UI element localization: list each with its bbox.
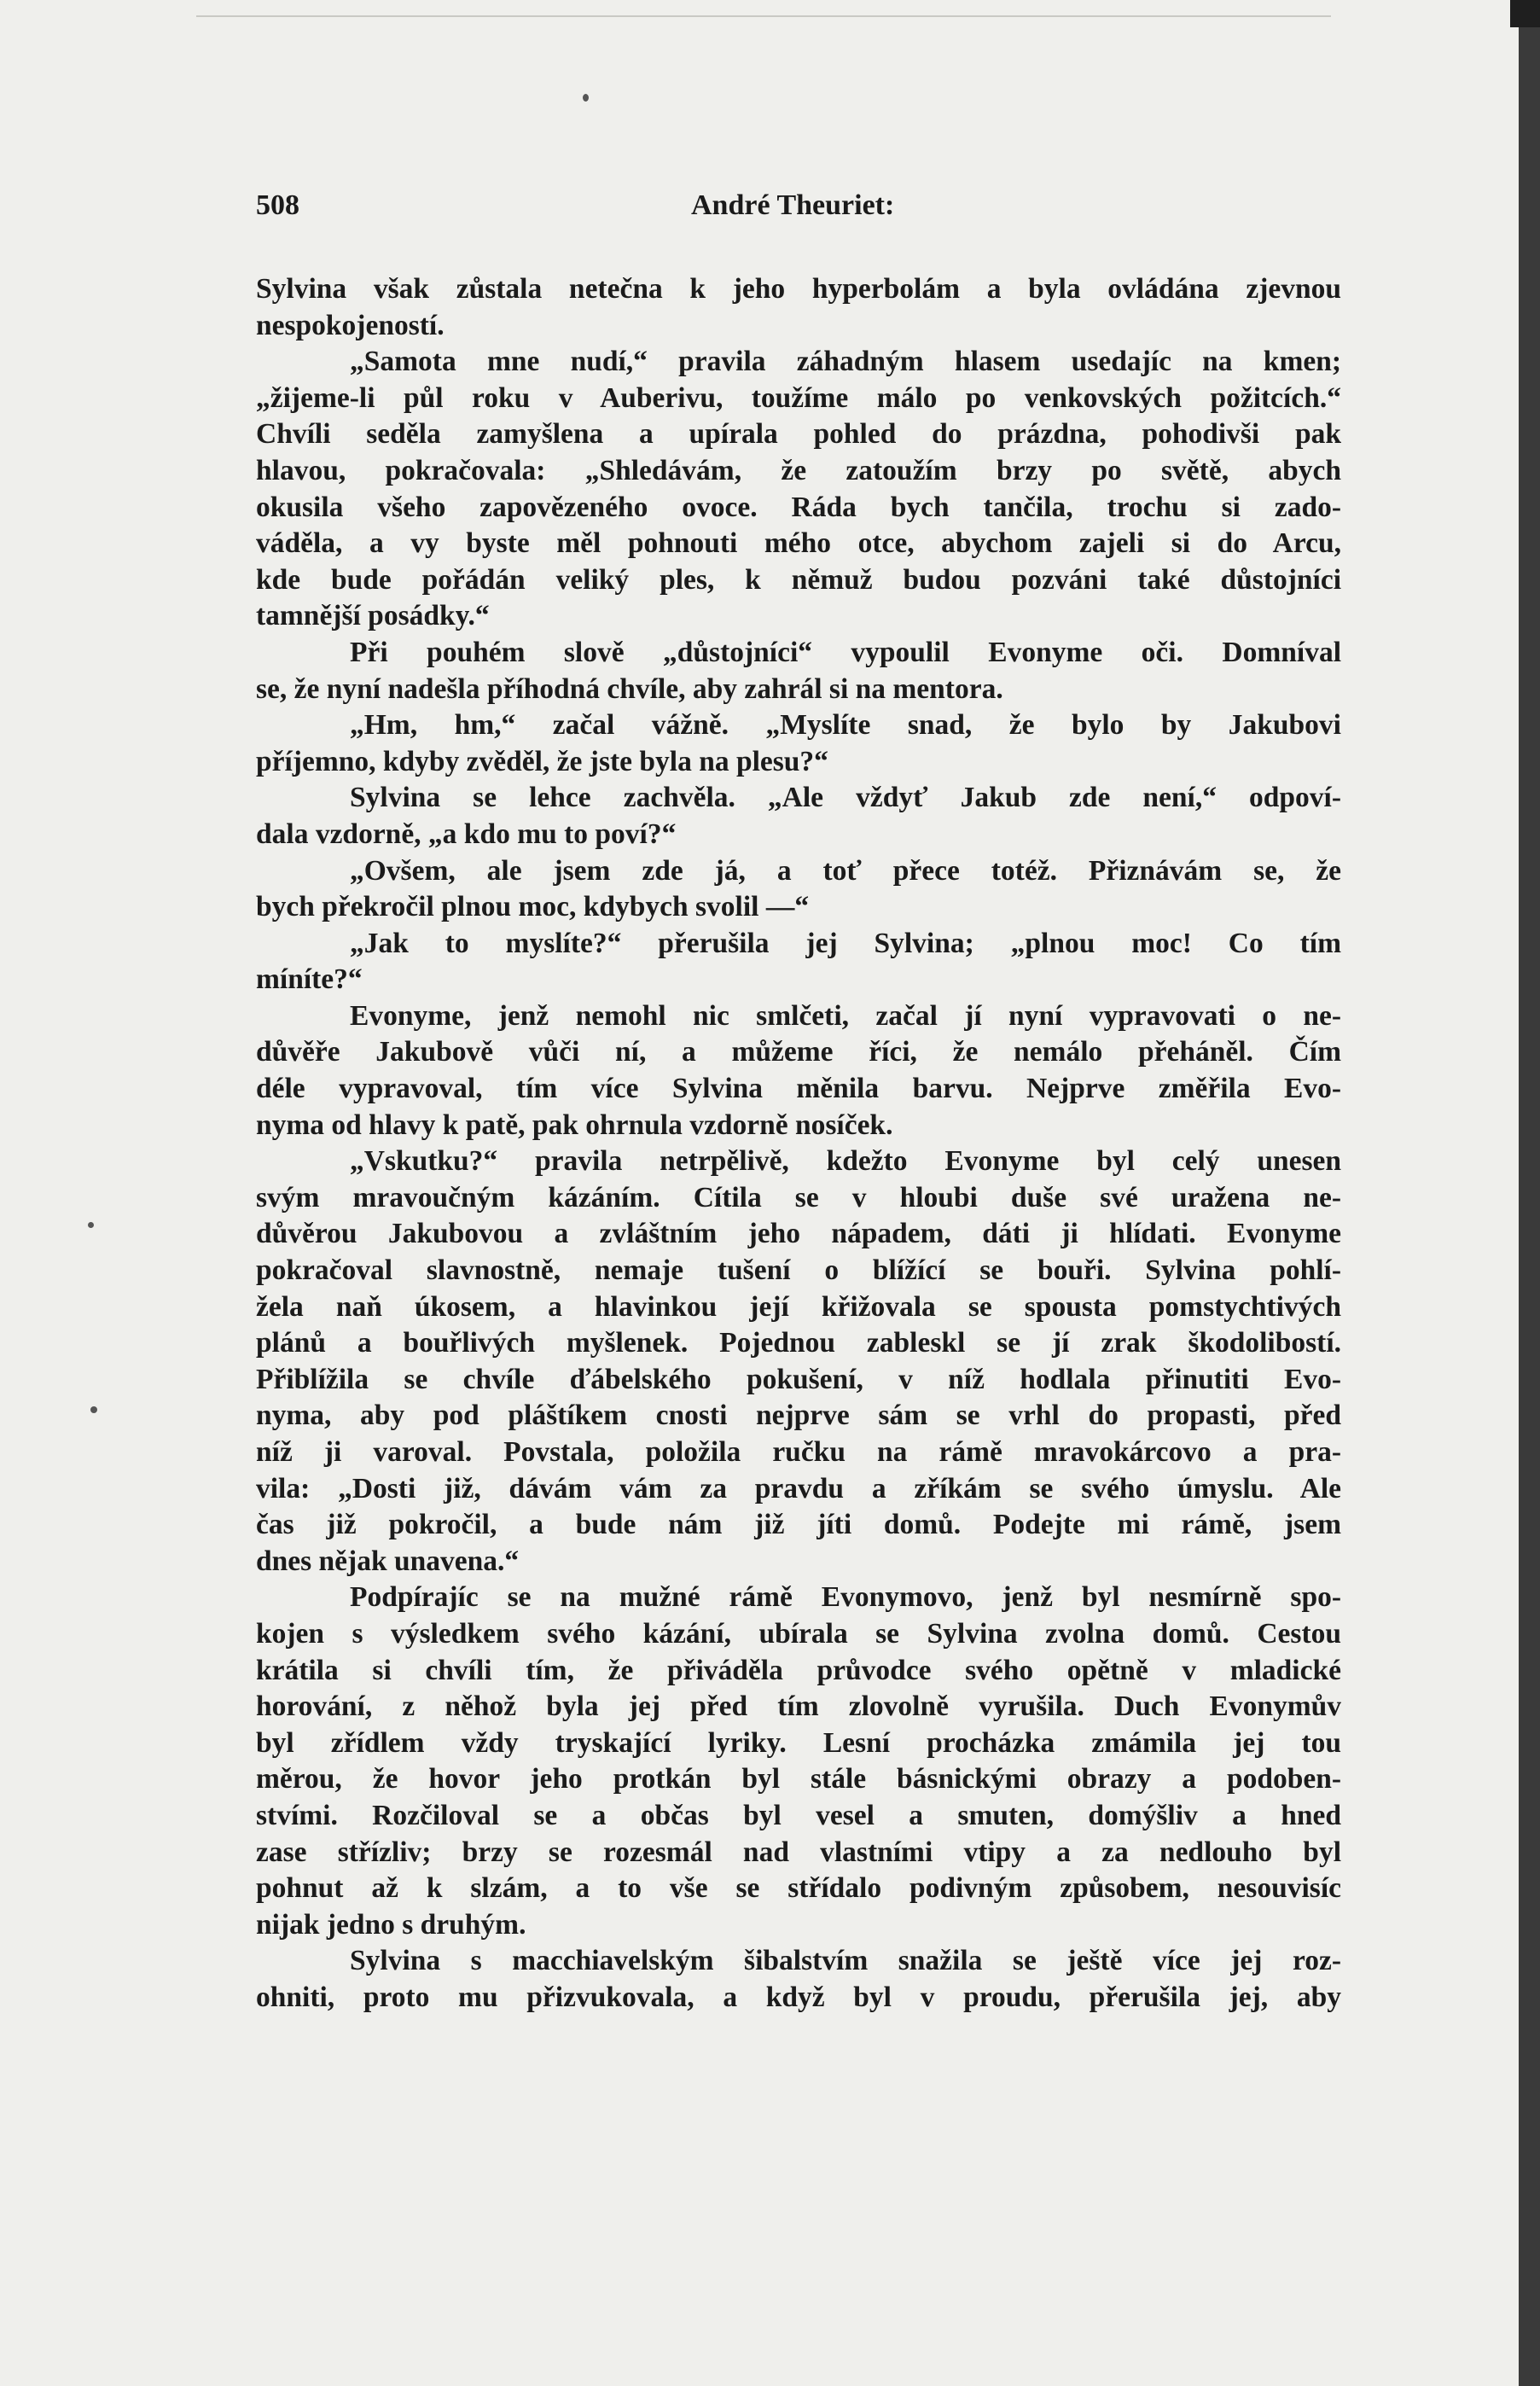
body-text [256,271,1341,2016]
text-line: déle vypravoval, tím více Sylvina měnila barvu. Nejprve změřila Evo- [256,1073,1341,1105]
text-line: Sylvina s macchiavelským šibalstvím snažila se ještě více jej roz- [350,1945,1341,1977]
text-line: dnes nějak unavena.“ [256,1545,520,1577]
page-header [256,189,1341,232]
text-line: „Vskutku?“ pravila netrpělivě, kdežto Evonyme byl celý unesen [350,1145,1341,1178]
text-line: čas již pokročil, a bude nám již jíti domů. Podejte mi rámě, jsem [256,1509,1341,1541]
text-line: důvěrou Jakubovou a zvláštním jeho nápadem, dáti ji hlídati. Evonyme [256,1218,1341,1250]
text-line: zase střízliv; brzy se rozesmál nad vlastními vtipy a za nedlouho byl [256,1836,1341,1868]
scan-corner [1510,0,1540,27]
text-line: tamnější posádky.“ [256,600,490,632]
text-line: Sylvina se lehce zachvěla. „Ale vždyť Jakub zde není,“ odpoví- [350,782,1341,814]
text-line: Sylvina však zůstala netečna k jeho hyperbolám a byla ovládána zjevnou [256,273,1341,305]
text-line: míníte?“ [256,963,363,996]
text-line: nijak jedno s druhým. [256,1908,526,1941]
text-line: „Hm, hm,“ začal vážně. „Myslíte snad, že bylo by Jakubovi [350,709,1341,742]
text-line: nespokojeností. [256,309,445,341]
text-line: níž ji varoval. Povstala, položila ručku na rámě mravokárcovo a pra- [256,1436,1341,1468]
text-line: pokračoval slavnostně, nemaje tušení o blížící se bouři. Sylvina pohlí- [256,1254,1341,1287]
page-number: 508 [256,189,299,221]
text-line: důvěře Jakubově vůči ní, a můžeme říci, že nemálo přeháněl. Čím [256,1036,1341,1068]
text-line: kojen s výsledkem svého kázání, ubírala se Sylvina zvolna domů. Cestou [256,1617,1341,1650]
text-line: stvími. Rozčiloval se a občas byl vesel a smuten, domýšliv a hned [256,1799,1341,1831]
text-line: pohnut až k slzám, a to vše se střídalo podivným způsobem, nesouvisíc [256,1872,1341,1905]
text-line: váděla, a vy byste měl pohnouti mého otce, abychom zajeli si do Arcu, [256,527,1341,560]
text-line: hlavou, pokračovala: „Shledávám, že zatoužím brzy po světě, abych [256,454,1341,486]
text-line: Přiblížila se chvíle ďábelského pokušení, v níž hodlala přinutiti Evo- [256,1363,1341,1395]
text-line: nyma od hlavy k patě, pak ohrnula vzdorně nosíček. [256,1109,893,1141]
text-line: měrou, že hovor jeho protkán byl stále básnickými obrazy a podoben- [256,1763,1341,1795]
text-line: „Samota mne nudí,“ pravila záhadným hlasem usedajíc na kmen; [350,346,1341,378]
scan-speck [583,94,589,102]
text-line: Podpírajíc se na mužné rámě Evonymovo, jenž byl nesmírně spo- [350,1581,1341,1614]
text-line: se, že nyní nadešla příhodná chvíle, aby zahrál si na mentora. [256,672,1003,705]
scan-speck [90,1406,97,1413]
text-line: plánů a bouřlivých myšlenek. Pojednou zableskl se jí zrak škodolibostí. [256,1327,1341,1359]
text-line: „žijeme-li půl roku v Auberivu, toužíme málo po venkovských požitcích.“ [256,381,1341,414]
text-line: nyma, aby pod pláštíkem cnosti nejprve sám se vrhl do propasti, před [256,1400,1341,1432]
text-line: bych překročil plnou moc, kdybych svolil —“ [256,891,810,923]
text-line: horování, z něhož byla jej před tím zlovolně vyrušila. Duch Evonymův [256,1691,1341,1723]
text-line: krátila si chvíli tím, že přiváděla průvodce svého opětně v mladické [256,1654,1341,1686]
text-line: okusila všeho zapovězeného ovoce. Ráda bych tančila, trochu si zado- [256,491,1341,523]
text-line: „Ovšem, ale jsem zde já, a toť přece totéž. Přiznávám se, že [350,854,1341,887]
text-line: Evonyme, jenž nemohl nic smlčeti, začal jí nyní vypravovati o ne- [350,999,1341,1032]
text-line: byl zřídlem vždy tryskající lyriky. Lesní procházka zmámila jej tou [256,1726,1341,1759]
text-line: žela naň úkosem, a hlavinkou její křižovala se spousta pomstychtivých [256,1290,1341,1323]
text-line: svým mravoučným kázáním. Cítila se v hloubi duše své uražena ne- [256,1181,1341,1213]
text-line: dala vzdorně, „a kdo mu to poví?“ [256,818,677,850]
text-line: Chvíli seděla zamyšlena a upírala pohled do prázdna, pohodivši pak [256,418,1341,451]
scan-border [1519,0,1540,2386]
text-line: kde bude pořádán veliký ples, k němuž budou pozváni také důstojníci [256,563,1341,596]
text-line: příjemno, kdyby zvěděl, že jste byla na plesu?“ [256,745,828,777]
text-line: „Jak to myslíte?“ přerušila jej Sylvina; „plnou moc! Co tím [350,927,1341,959]
text-line: Při pouhém slově „důstojníci“ vypoulil Evonyme oči. Domníval [350,636,1341,668]
scan-top-edge [196,15,1331,17]
scan-speck [88,1222,94,1228]
text-line: vila: „Dosti již, dávám vám za pravdu a zříkám se svého úmyslu. Ale [256,1472,1341,1504]
running-head: André Theuriet: [691,189,895,221]
text-line: ohniti, proto mu přizvukovala, a když byl v proudu, přerušila jej, aby [256,1981,1341,2013]
